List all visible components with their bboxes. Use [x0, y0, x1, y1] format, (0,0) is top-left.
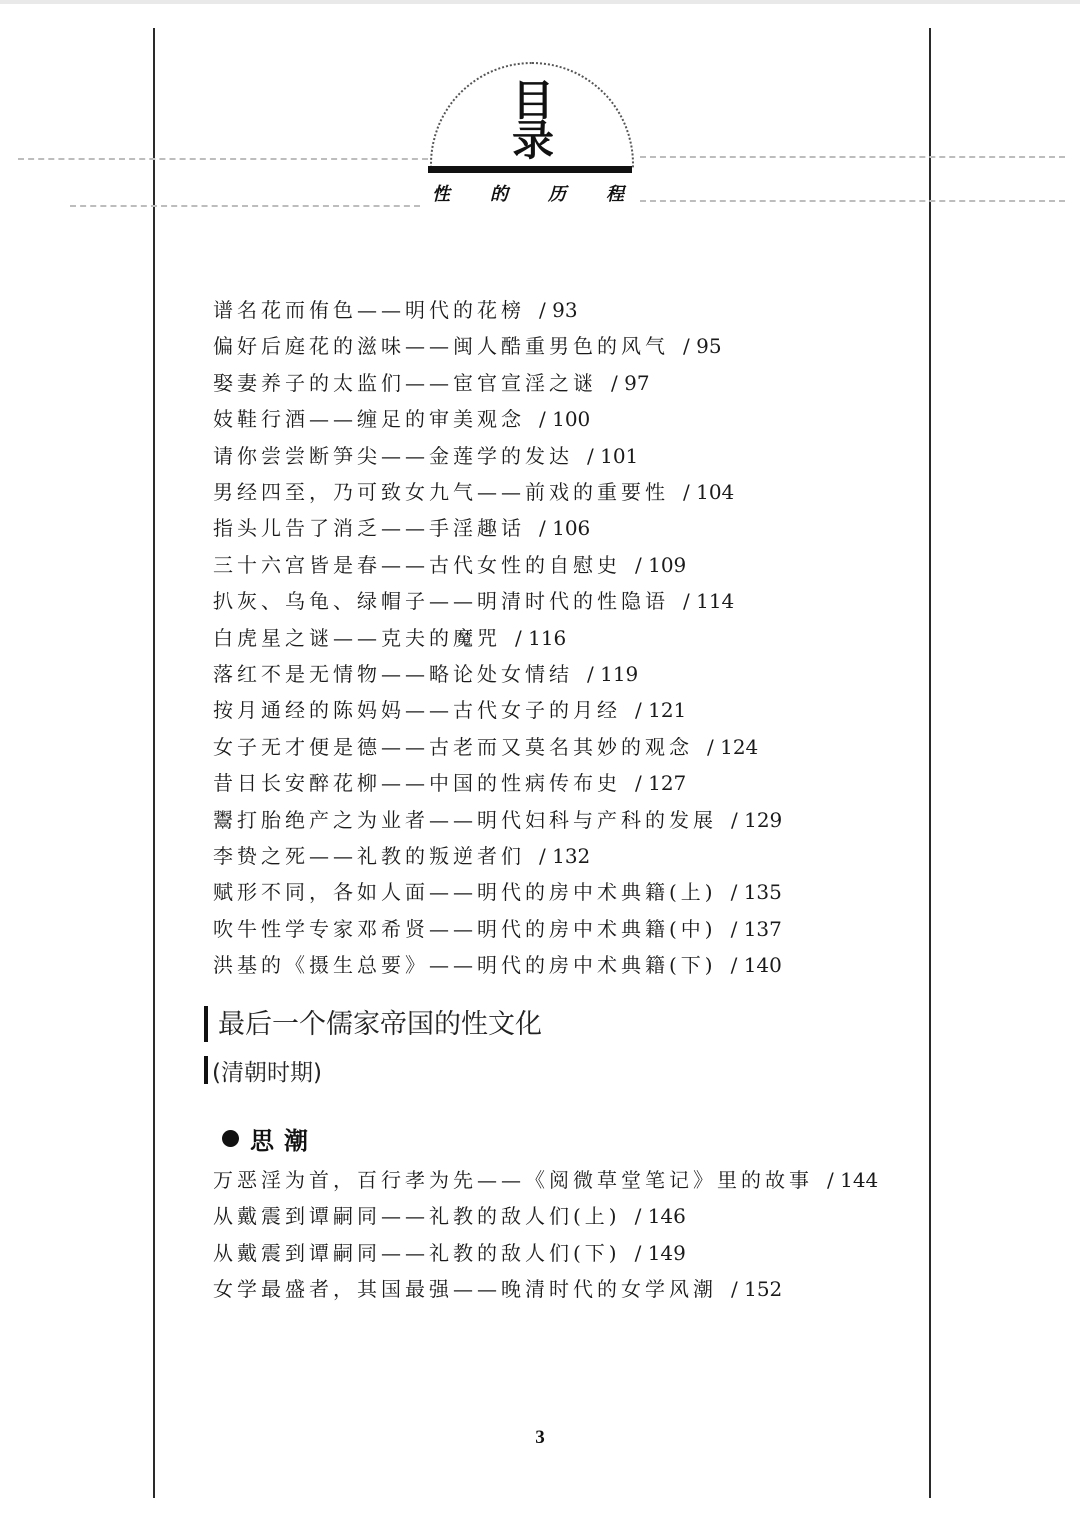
toc-entry-page: / 104 [683, 480, 735, 504]
left-margin-rule [153, 28, 155, 1498]
toc-entry-page: / 129 [731, 807, 783, 832]
toc-entry-page: / 97 [611, 370, 650, 395]
toc-entry[interactable] [213, 367, 650, 396]
toc-entry[interactable] [213, 294, 578, 323]
toc-entry-title: 妓鞋行酒——缠足的审美观念 [213, 407, 525, 432]
toc-entry[interactable] [213, 403, 590, 432]
toc-entry-title: 三十六宫皆是春——古代女性的自慰史 [213, 552, 621, 577]
section-title-bar [204, 1006, 208, 1042]
toc-entry-title: 赋形不同，各如人面——明代的房中术典籍(上) [213, 880, 717, 905]
subtitle-char: 性 [432, 184, 450, 205]
section-title: 最后一个儒家帝国的性文化 [218, 1009, 542, 1040]
toc-entry[interactable] [213, 622, 566, 651]
toc-entry-title: 昔日长安醉花柳——中国的性病传布史 [213, 771, 621, 796]
dashed-rule-right-upper [640, 156, 1065, 158]
toc-entry-page: / 135 [730, 880, 782, 905]
toc-entry-title: 洪基的《摄生总要》——明代的房中术典籍(下) [213, 953, 717, 978]
toc-entry[interactable] [213, 476, 734, 505]
dashed-rule-left-lower [70, 205, 420, 207]
toc-entry[interactable] [213, 804, 782, 833]
toc-entry-page: / 100 [539, 407, 591, 432]
toc-entry-title: 从戴震到谭嗣同——礼教的敌人们(上) [213, 1204, 621, 1229]
toc-entry-page: / 116 [515, 625, 567, 650]
toc-entry-title: 落红不是无情物——略论处女情结 [213, 662, 573, 686]
toc-entry[interactable] [213, 549, 686, 578]
toc-entry-page: / 93 [539, 298, 578, 322]
toc-entry-page: / 144 [827, 1168, 879, 1192]
toc-entry-page: / 152 [731, 1276, 783, 1301]
section-subtitle-bar [204, 1056, 208, 1084]
topic-bullet-icon [222, 1130, 239, 1147]
toc-entry-title: 女学最盛者，其国最强——晚清时代的女学风潮 [213, 1276, 717, 1301]
toc-entry[interactable] [213, 440, 638, 469]
toc-entry[interactable] [213, 876, 782, 905]
toc-entry[interactable] [213, 512, 590, 541]
page-title-top: 目 [512, 76, 555, 125]
toc-entry-title: 吹牛性学专家邓希贤——明代的房中术典籍(中) [213, 916, 717, 941]
toc-entry[interactable] [213, 1273, 782, 1302]
toc-entry-page: / 119 [587, 662, 639, 686]
section-subtitle: (清朝时期) [212, 1060, 322, 1086]
toc-entry-page: / 146 [634, 1204, 686, 1229]
toc-entry-page: / 137 [730, 916, 782, 941]
toc-entry[interactable] [213, 840, 590, 869]
toc-entry-page: / 140 [730, 953, 782, 978]
toc-entry-page: / 114 [683, 589, 735, 614]
toc-entry-title: 扒灰、乌龟、绿帽子——明清时代的性隐语 [213, 589, 669, 614]
topic-heading: 思潮 [250, 1126, 318, 1155]
toc-entry-page: / 106 [539, 516, 591, 541]
toc-entry[interactable] [213, 585, 734, 614]
toc-entry-page: / 149 [634, 1240, 686, 1265]
dashed-rule-right-lower [640, 200, 1065, 202]
toc-entry-page: / 95 [683, 334, 722, 359]
toc-entry-title: 娶妻养子的太监们——宦官宣淫之谜 [213, 370, 597, 395]
toc-entry[interactable] [213, 694, 686, 723]
toc-entry-title: 白虎星之谜——克夫的魔咒 [213, 625, 501, 650]
right-margin-rule [929, 28, 931, 1498]
toc-entry-title: 谱名花而侑色——明代的花榜 [213, 298, 525, 322]
toc-entry-page: / 127 [635, 771, 687, 796]
toc-entry-page: / 121 [635, 698, 687, 723]
toc-entry-page: / 101 [587, 443, 639, 468]
subtitle-char: 历 [548, 184, 566, 205]
toc-entry[interactable] [213, 949, 782, 978]
toc-entry-title: 按月通经的陈妈妈——古代女子的月经 [213, 698, 621, 723]
subtitle-char: 的 [490, 184, 508, 205]
toc-entry[interactable] [213, 1164, 878, 1193]
page-title-bottom: 录 [512, 116, 555, 165]
toc-entry-title: 万恶淫为首，百行孝为先——《阅微草堂笔记》里的故事 [213, 1168, 813, 1192]
toc-entry-page: / 132 [539, 844, 591, 868]
toc-entry-title: 男经四至，乃可致女九气——前戏的重要性 [213, 480, 669, 504]
toc-entry-title: 女子无才便是德——古老而又莫名其妙的观念 [213, 734, 693, 759]
page-number: 3 [535, 1427, 545, 1448]
toc-entry[interactable] [213, 1200, 686, 1229]
toc-entry[interactable] [213, 330, 722, 359]
toc-entry[interactable] [213, 1237, 686, 1266]
toc-entry[interactable] [213, 767, 686, 796]
toc-entry-title: 指头儿告了消乏——手淫趣话 [213, 516, 525, 541]
toc-entry-title: 请你尝尝断笋尖——金莲学的发达 [213, 443, 573, 468]
toc-entry[interactable] [213, 658, 638, 687]
top-border [0, 0, 1080, 4]
toc-entry-title: 从戴震到谭嗣同——礼教的敌人们(下) [213, 1240, 621, 1265]
toc-entry[interactable] [213, 913, 782, 942]
dashed-rule-left-upper [18, 158, 428, 160]
title-underline [428, 166, 632, 173]
toc-entry[interactable] [213, 731, 758, 760]
toc-entry-page: / 109 [635, 552, 687, 577]
toc-entry-title: 偏好后庭花的滋味——闽人酷重男色的风气 [213, 334, 669, 359]
subtitle-char: 程 [606, 184, 624, 205]
toc-entry-title: 鬻打胎绝产之为业者——明代妇科与产科的发展 [213, 807, 717, 832]
toc-entry-page: / 124 [707, 734, 759, 759]
toc-entry-title: 李贽之死——礼教的叛逆者们 [213, 844, 525, 868]
